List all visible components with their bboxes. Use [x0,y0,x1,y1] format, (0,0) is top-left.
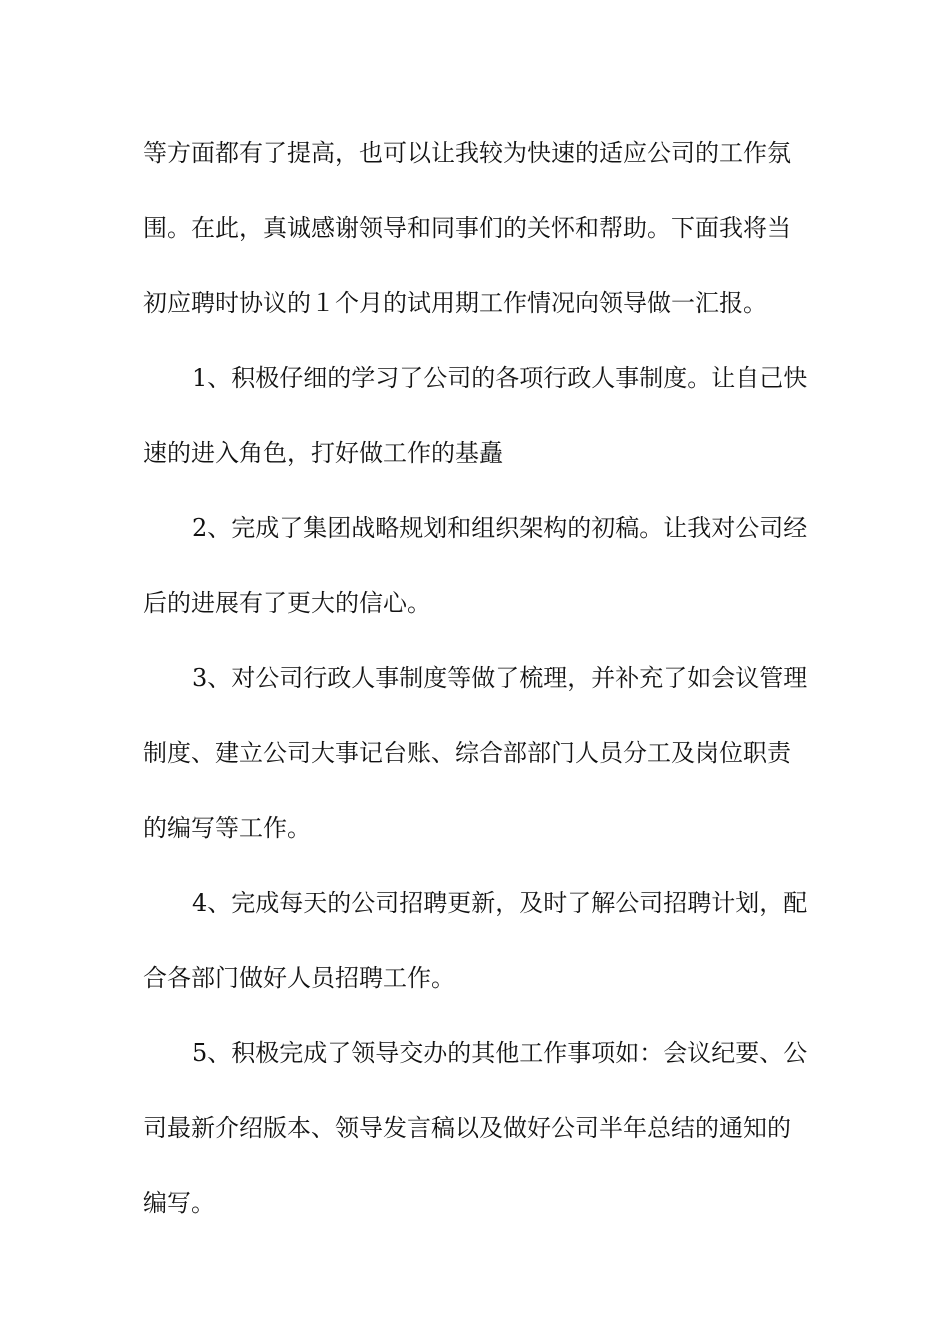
list-item-3-line-3: 的编写等工作。 [143,814,311,842]
text-line-1: 等方面都有了提高，也可以让我较为快速的适应公司的工作氛 [143,139,791,167]
text-line-3: 初应聘时协议的１个月的试用期工作情况向领导做一汇报。 [143,289,767,317]
text-line-2: 围。在此，真诚感谢领导和同事们的关怀和帮助。下面我将当 [143,214,791,242]
list-item-5-line-2: 司最新介绍版本、领导发言稿以及做好公司半年总结的通知的 [143,1114,791,1142]
list-item-2-line-1: 2、完成了集团战略规划和组织架构的初稿。让我对公司经 [192,514,808,542]
document-body [143,131,813,1256]
list-item-5-line-1: 5、积极完成了领导交办的其他工作事项如：会议纪要、公 [192,1039,808,1067]
list-item-5-line-3: 编写。 [143,1189,215,1217]
list-item-3-line-2: 制度、建立公司大事记台账、综合部部门人员分工及岗位职责 [143,739,791,767]
list-item-4-line-1: 4、完成每天的公司招聘更新，及时了解公司招聘计划，配 [192,889,808,917]
list-item-2-line-2: 后的进展有了更大的信心。 [143,589,431,617]
list-item-4-line-2: 合各部门做好人员招聘工作。 [143,964,455,992]
list-item-1-line-1: 1、积极仔细的学习了公司的各项行政人事制度。让自己快 [192,364,808,392]
list-item-3-line-1: 3、对公司行政人事制度等做了梳理，并补充了如会议管理 [192,664,808,692]
list-item-1-line-2: 速的进入角色，打好做工作的基矗 [143,439,503,467]
